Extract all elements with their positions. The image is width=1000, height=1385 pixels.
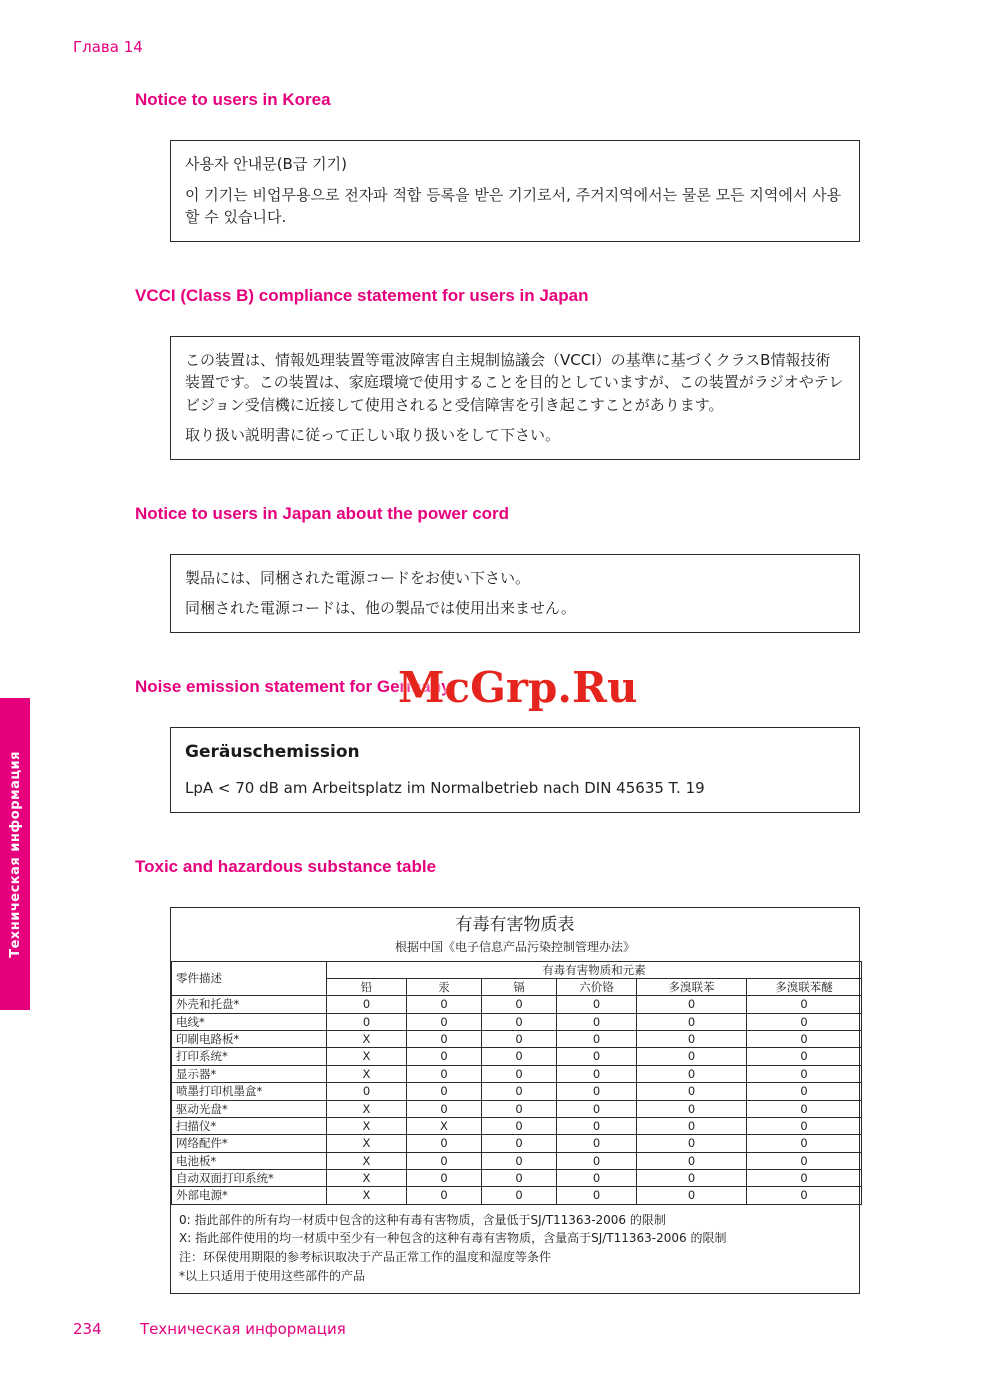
value-cell: 0 <box>407 1048 482 1065</box>
value-cell: 0 <box>637 996 747 1013</box>
heading-vcci: VCCI (Class B) compliance statement for users in Japan <box>135 285 589 305</box>
substance-grid <box>171 961 862 1205</box>
germany-heading-wrap <box>0 662 1000 712</box>
korea-notice-box <box>170 140 860 242</box>
value-cell: 0 <box>327 996 407 1013</box>
table-row <box>172 1013 862 1030</box>
germany-notice-box <box>170 727 860 813</box>
value-cell: 0 <box>557 1083 637 1100</box>
substance-footnotes <box>171 1205 859 1293</box>
value-cell: 0 <box>747 1117 862 1134</box>
watermark-text: McGrp.Ru <box>398 662 638 712</box>
footnote-line: 注：环保使用期限的参考标识取决于产品正常工作的温度和湿度等条件 <box>179 1250 552 1265</box>
substance-table <box>170 907 860 1295</box>
value-cell: 0 <box>557 1187 637 1204</box>
substance-group-row <box>172 961 862 978</box>
footer-section-label: Техническая информация <box>140 1320 346 1338</box>
value-cell: 0 <box>482 1013 557 1030</box>
substance-table-title: 有毒有害物质表 <box>455 914 575 935</box>
korea-notice-line: 이 기기는 비업무용으로 전자파 적합 등록을 받은 기기로서, 주거지역에서는 물론 모든 지역에서 사용할 수 있습니다. <box>185 185 842 226</box>
vcci-notice-line: この装置は、情報処理装置等電波障害自主規制協議会（VCCI）の基準に基づくクラスB情報技術装置です。この装置は、家庭環境で使用することを目的としていますが、この装置がラジオやテレビジョン受信機に近接して使用されると受信障害を引き起こすことがあります。 <box>185 350 844 414</box>
value-cell: 0 <box>557 1152 637 1169</box>
value-cell: X <box>327 1100 407 1117</box>
value-cell: 0 <box>747 1152 862 1169</box>
value-cell: 0 <box>637 1170 747 1187</box>
table-row <box>172 996 862 1013</box>
value-cell: X <box>327 1152 407 1169</box>
part-cell: 网络配件* <box>172 1135 327 1152</box>
substance-table-subtitle: 根据中国《电子信息产品污染控制管理办法》 <box>394 939 635 954</box>
substance-table-body <box>172 996 862 1205</box>
value-cell: 0 <box>637 1100 747 1117</box>
value-cell: 0 <box>482 1048 557 1065</box>
value-cell: X <box>327 1031 407 1048</box>
part-cell: 电线* <box>172 1013 327 1030</box>
value-cell: 0 <box>557 1065 637 1082</box>
value-cell: 0 <box>637 1117 747 1134</box>
table-row <box>172 1065 862 1082</box>
value-cell: 0 <box>407 1013 482 1030</box>
page-content <box>0 58 1000 1294</box>
korea-notice-line: 사용자 안내문(B급 기기) <box>185 155 347 173</box>
heading-power-cord: Notice to users in Japan about the power cord <box>135 503 510 523</box>
value-cell: 0 <box>637 1135 747 1152</box>
value-cell: 0 <box>557 1170 637 1187</box>
value-cell: 0 <box>557 996 637 1013</box>
table-row <box>172 1048 862 1065</box>
value-cell: 0 <box>637 1013 747 1030</box>
value-cell: 0 <box>557 1031 637 1048</box>
value-cell: X <box>327 1117 407 1134</box>
value-cell: 0 <box>747 1031 862 1048</box>
value-cell: 0 <box>407 1152 482 1169</box>
value-cell: X <box>327 1048 407 1065</box>
substance-column-header: 多溴联苯醚 <box>747 978 862 995</box>
table-row <box>172 1100 862 1117</box>
sidebar-section-tab <box>0 698 30 1010</box>
value-cell: 0 <box>747 1013 862 1030</box>
value-cell: 0 <box>482 1135 557 1152</box>
part-cell: 扫描仪* <box>172 1117 327 1134</box>
value-cell: X <box>407 1117 482 1134</box>
part-column-header: 零件描述 <box>172 961 327 996</box>
substance-column-header: 多溴联苯 <box>637 978 747 995</box>
value-cell: 0 <box>482 996 557 1013</box>
germany-notice-line: LpA < 70 dB am Arbeitsplatz im Normalbetrieb nach DIN 45635 T. 19 <box>185 779 705 797</box>
value-cell: 0 <box>407 1135 482 1152</box>
substance-column-header: 铅 <box>327 978 407 995</box>
chapter-label: Глава 14 <box>73 38 143 56</box>
power-cord-notice-line: 同梱された電源コードは、他の製品では使用出来ません。 <box>185 599 576 617</box>
value-cell: 0 <box>747 1083 862 1100</box>
value-cell: 0 <box>557 1135 637 1152</box>
part-cell: 印刷电路板* <box>172 1031 327 1048</box>
value-cell: 0 <box>747 1065 862 1082</box>
value-cell: 0 <box>637 1065 747 1082</box>
substance-column-header: 镉 <box>482 978 557 995</box>
value-cell: 0 <box>747 1100 862 1117</box>
page-footer <box>73 1320 346 1338</box>
value-cell: 0 <box>557 1048 637 1065</box>
value-cell: 0 <box>557 1117 637 1134</box>
value-cell: 0 <box>407 1065 482 1082</box>
power-cord-notice-box <box>170 554 860 633</box>
sidebar-section-label: Техническая информация <box>7 750 23 958</box>
value-cell: 0 <box>637 1048 747 1065</box>
footnote-line: *以上只适用于使用这些部件的产品 <box>179 1268 366 1283</box>
value-cell: 0 <box>407 1170 482 1187</box>
value-cell: 0 <box>407 996 482 1013</box>
part-cell: 外壳和托盘* <box>172 996 327 1013</box>
value-cell: 0 <box>407 1031 482 1048</box>
heading-toxic: Toxic and hazardous substance table <box>135 856 437 876</box>
heading-germany: Noise emission statement for Germany <box>135 676 451 696</box>
part-cell: 喷墨打印机墨盒* <box>172 1083 327 1100</box>
value-cell: 0 <box>482 1100 557 1117</box>
page-number: 234 <box>73 1320 102 1338</box>
table-row <box>172 1187 862 1204</box>
value-cell: 0 <box>557 1013 637 1030</box>
value-cell: X <box>327 1135 407 1152</box>
value-cell: 0 <box>482 1083 557 1100</box>
value-cell: 0 <box>637 1031 747 1048</box>
value-cell: X <box>327 1065 407 1082</box>
value-cell: 0 <box>482 1117 557 1134</box>
germany-box-title: Geräuschemission <box>185 741 360 762</box>
value-cell: X <box>327 1170 407 1187</box>
value-cell: 0 <box>482 1065 557 1082</box>
value-cell: 0 <box>482 1187 557 1204</box>
value-cell: 0 <box>557 1100 637 1117</box>
value-cell: 0 <box>407 1083 482 1100</box>
table-row <box>172 1083 862 1100</box>
part-cell: 驱动光盘* <box>172 1100 327 1117</box>
table-row <box>172 1170 862 1187</box>
value-cell: 0 <box>637 1083 747 1100</box>
value-cell: 0 <box>637 1152 747 1169</box>
table-row <box>172 1117 862 1134</box>
value-cell: 0 <box>747 1048 862 1065</box>
substance-column-header: 汞 <box>407 978 482 995</box>
value-cell: 0 <box>327 1083 407 1100</box>
value-cell: 0 <box>482 1031 557 1048</box>
substance-column-header: 六价铬 <box>557 978 637 995</box>
value-cell: 0 <box>407 1187 482 1204</box>
group-header: 有毒有害物质和元素 <box>327 961 862 978</box>
value-cell: 0 <box>637 1187 747 1204</box>
value-cell: 0 <box>747 1170 862 1187</box>
part-cell: 电池板* <box>172 1152 327 1169</box>
vcci-notice-line: 取り扱い説明書に従って正しい取り扱いをして下さい。 <box>185 426 561 444</box>
part-cell: 打印系统* <box>172 1048 327 1065</box>
part-cell: 外部电源* <box>172 1187 327 1204</box>
value-cell: 0 <box>747 996 862 1013</box>
value-cell: 0 <box>407 1100 482 1117</box>
table-row <box>172 1031 862 1048</box>
table-row <box>172 1152 862 1169</box>
power-cord-notice-line: 製品には、同梱された電源コードをお使い下さい。 <box>185 568 531 587</box>
value-cell: 0 <box>482 1170 557 1187</box>
value-cell: 0 <box>747 1187 862 1204</box>
footnote-line: X: 指此部件使用的均一材质中至少有一种包含的这种有毒有害物质，含量高于SJ/T11363-2006 的限制 <box>179 1231 727 1246</box>
value-cell: 0 <box>327 1013 407 1030</box>
table-row <box>172 1135 862 1152</box>
part-cell: 自动双面打印系统* <box>172 1170 327 1187</box>
value-cell: 0 <box>747 1135 862 1152</box>
value-cell: 0 <box>482 1152 557 1169</box>
footnote-line: 0: 指此部件的所有均一材质中包含的这种有毒有害物质，含量低于SJ/T11363-2006 的限制 <box>179 1212 666 1227</box>
heading-korea: Notice to users in Korea <box>135 90 331 109</box>
part-cell: 显示器* <box>172 1065 327 1082</box>
value-cell: X <box>327 1187 407 1204</box>
vcci-notice-box <box>170 336 860 460</box>
